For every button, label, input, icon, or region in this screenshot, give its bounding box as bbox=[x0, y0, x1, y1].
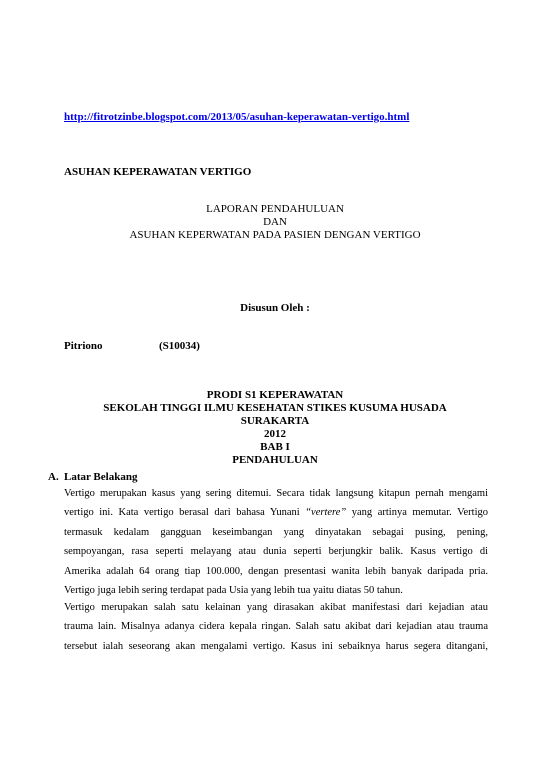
institution-program: PRODI S1 KEPERAWATAN bbox=[206, 389, 344, 401]
section-title: Latar Belakang bbox=[64, 471, 138, 483]
paragraph-line: vertigo ini. Kata vertigo berasal dari bahasa Yunani “vertere” yang artinya memutar. Vertigo bbox=[64, 507, 488, 519]
paragraph-line: tersebut ialah seseorang akan mengalami vertigo. Kasus ini sebaiknya harus segera ditangani, bbox=[64, 640, 488, 652]
author-student-id: (S10034) bbox=[159, 340, 200, 352]
institution-city: SURAKARTA bbox=[240, 415, 310, 427]
paragraph-line: Vertigo merupakan salah satu kelainan yang dirasakan akibat manifestasi dari kejadian atau bbox=[64, 602, 488, 613]
document-title: ASUHAN KEPERAWATAN VERTIGO bbox=[64, 166, 252, 178]
paragraph-line: Vertigo juga lebih sering terdapat pada Usia yang lebih tua yaitu diatas 50 tahun. bbox=[64, 584, 403, 596]
paragraph-line: trauma lain. Misalnya adanya cidera kepala ringan. Salah satu akibat dari kejadian atau trauma bbox=[64, 621, 488, 633]
report-title-line-2: DAN bbox=[263, 216, 287, 228]
paragraph-latar-belakang-1 bbox=[64, 484, 488, 600]
paragraph-line: Amerika adalah 64 orang tiap 100.000, dengan presentasi wanita lebih banyak daripada pria. bbox=[64, 565, 488, 577]
paragraph-line: Vertigo merupakan kasus yang sering ditemui. Secara tidak langsung kitapun pernah mengami bbox=[64, 488, 488, 499]
paragraph-latar-belakang-2 bbox=[64, 598, 488, 656]
report-title-line-3: ASUHAN KEPERWATAN PADA PASIEN DENGAN VERTIGO bbox=[129, 229, 421, 241]
report-title-line-1: LAPORAN PENDAHULUAN bbox=[206, 203, 344, 215]
source-url-link[interactable]: http://fitrotzinbe.blogspot.com/2013/05/asuhan-keperawatan-vertigo.html bbox=[64, 111, 410, 123]
paragraph-line: termasuk kedalam gangguan keseimbangan yang dinyatakan sebagai pusing, pening, bbox=[64, 526, 488, 538]
institution-year: 2012 bbox=[264, 428, 286, 440]
paragraph-line: sempoyangan, rasa seperti melayang atau dunia seperti berjungkir balik. Kasus vertigo di bbox=[64, 546, 488, 558]
section-marker: A. bbox=[48, 471, 59, 483]
quoted-term: “vertere” bbox=[305, 507, 347, 519]
chapter-number: BAB I bbox=[260, 441, 290, 453]
author-name: Pitriono bbox=[64, 340, 103, 352]
chapter-title: PENDAHULUAN bbox=[232, 454, 318, 466]
institution-school: SEKOLAH TINGGI ILMU KESEHATAN STIKES KUSUMA HUSADA bbox=[103, 402, 447, 414]
prepared-by-label: Disusun Oleh : bbox=[240, 302, 310, 314]
